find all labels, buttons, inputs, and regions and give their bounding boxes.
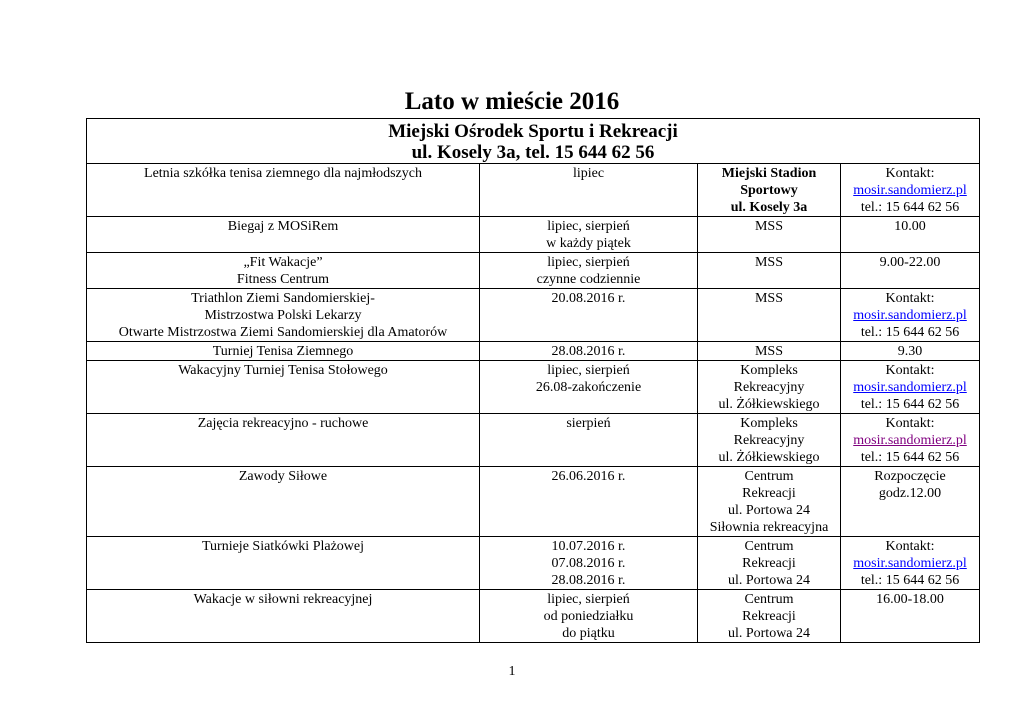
event-text: Triathlon Ziemi Sandomierskiej- (191, 291, 375, 306)
place-text: Sportowy (740, 183, 798, 198)
website-link[interactable]: mosir.sandomierz.pl (853, 556, 967, 571)
place-cell (698, 590, 841, 643)
event-cell (87, 342, 480, 361)
date-cell (480, 467, 698, 537)
organizer-cell (87, 119, 980, 164)
info-cell (841, 289, 980, 342)
event-text: Turnieje Siatkówki Plażowej (201, 539, 365, 554)
event-text: Wakacje w siłowni rekreacyjnej (193, 592, 373, 607)
info-text: Kontakt: (885, 416, 935, 431)
info-text: 16.00-18.00 (876, 592, 944, 607)
date-cell (480, 217, 698, 253)
organizer-name: Miejski Ośrodek Sportu i Rekreacji (388, 121, 678, 142)
organizer-address: ul. Kosely 3a, tel. 15 644 62 56 (411, 142, 655, 163)
place-cell (698, 361, 841, 414)
date-text: 10.07.2016 r. (551, 539, 626, 554)
date-cell (480, 289, 698, 342)
place-cell (698, 537, 841, 590)
website-link[interactable]: mosir.sandomierz.pl (853, 183, 967, 198)
organizer-row (87, 119, 980, 164)
date-text: 07.08.2016 r. (551, 556, 626, 571)
place-text: ul. Żółkiewskiego (718, 397, 820, 412)
place-text: Kompleks (740, 363, 798, 378)
event-cell (87, 289, 480, 342)
date-cell (480, 414, 698, 467)
date-text: do piątku (562, 626, 615, 641)
date-text: 26.06.2016 r. (551, 469, 626, 484)
info-text: Rozpoczęcie (874, 469, 946, 484)
event-text: Turniej Tenisa Ziemnego (212, 344, 354, 359)
website-link[interactable]: mosir.sandomierz.pl (853, 433, 967, 448)
date-text: lipiec (572, 166, 605, 181)
events-table (86, 118, 980, 643)
page-number: 1 (508, 664, 516, 679)
date-cell (480, 164, 698, 217)
table-row (87, 590, 980, 643)
event-cell (87, 537, 480, 590)
info-text: 10.00 (894, 219, 926, 234)
date-text: od poniedziałku (543, 609, 634, 624)
date-cell (480, 590, 698, 643)
place-text: MSS (754, 255, 784, 270)
place-text: Centrum (744, 539, 794, 554)
date-text: sierpień (566, 416, 611, 431)
table-row (87, 217, 980, 253)
info-cell (841, 253, 980, 289)
date-text: lipiec, sierpień (547, 592, 630, 607)
place-text: Rekreacyjny (733, 380, 805, 395)
place-cell (698, 467, 841, 537)
info-text: tel.: 15 644 62 56 (860, 573, 960, 588)
event-cell (87, 253, 480, 289)
place-cell (698, 289, 841, 342)
place-text: Kompleks (740, 416, 798, 431)
info-text: 9.00-22.00 (879, 255, 941, 270)
place-text: MSS (754, 291, 784, 306)
event-cell (87, 414, 480, 467)
date-cell (480, 361, 698, 414)
info-cell (841, 537, 980, 590)
date-cell (480, 537, 698, 590)
event-cell (87, 590, 480, 643)
event-text: Wakacyjny Turniej Tenisa Stołowego (178, 363, 388, 378)
place-text: Miejski Stadion (721, 166, 817, 181)
info-cell (841, 590, 980, 643)
event-cell (87, 467, 480, 537)
event-text: Fitness Centrum (236, 272, 330, 287)
place-text: Rekreacji (742, 486, 796, 501)
date-text: lipiec, sierpień (547, 219, 630, 234)
place-text: ul. Żółkiewskiego (718, 450, 820, 465)
info-text: Kontakt: (885, 166, 935, 181)
place-cell (698, 164, 841, 217)
info-text: tel.: 15 644 62 56 (860, 397, 960, 412)
event-cell (87, 361, 480, 414)
date-text: 28.08.2016 r. (551, 344, 626, 359)
info-cell (841, 342, 980, 361)
date-cell (480, 253, 698, 289)
info-cell (841, 361, 980, 414)
place-text: ul. Kosely 3a (730, 200, 808, 215)
date-text: lipiec, sierpień (547, 255, 630, 270)
place-text: MSS (754, 344, 784, 359)
date-text: w każdy piątek (546, 236, 631, 251)
event-text: Mistrzostwa Polski Lekarzy (204, 308, 362, 323)
date-text: czynne codziennie (536, 272, 641, 287)
event-text: Otwarte Mistrzostwa Ziemi Sandomierskiej dla Amatorów (118, 325, 448, 340)
website-link[interactable]: mosir.sandomierz.pl (853, 308, 967, 323)
event-cell (87, 217, 480, 253)
website-link[interactable]: mosir.sandomierz.pl (853, 380, 967, 395)
event-text: Biegaj z MOSiRem (227, 219, 339, 234)
event-cell (87, 164, 480, 217)
event-text: Letnia szkółka tenisa ziemnego dla najmłodszych (144, 166, 422, 181)
date-text: 28.08.2016 r. (551, 573, 626, 588)
place-text: Centrum (744, 469, 794, 484)
table-row (87, 361, 980, 414)
place-text: ul. Portowa 24 (727, 573, 811, 588)
event-text: Zawody Siłowe (238, 469, 328, 484)
place-text: ul. Portowa 24 (727, 626, 811, 641)
place-text: ul. Portowa 24 (727, 503, 811, 518)
table-row (87, 537, 980, 590)
info-cell (841, 164, 980, 217)
table-row (87, 164, 980, 217)
place-cell (698, 342, 841, 361)
info-text: Kontakt: (885, 291, 935, 306)
date-text: lipiec, sierpień (547, 363, 630, 378)
table-row (87, 467, 980, 537)
info-text: Kontakt: (885, 539, 935, 554)
info-text: tel.: 15 644 62 56 (860, 450, 960, 465)
place-cell (698, 253, 841, 289)
place-cell (698, 414, 841, 467)
date-text: 20.08.2016 r. (551, 291, 626, 306)
info-text: tel.: 15 644 62 56 (860, 200, 960, 215)
page-title: Lato w mieście 2016 (404, 88, 620, 115)
info-text: tel.: 15 644 62 56 (860, 325, 960, 340)
info-text: 9.30 (897, 344, 923, 359)
event-text: „Fit Wakacje” (243, 255, 323, 270)
info-cell (841, 217, 980, 253)
date-cell (480, 342, 698, 361)
place-cell (698, 217, 841, 253)
info-text: Kontakt: (885, 363, 935, 378)
info-cell (841, 467, 980, 537)
place-text: Rekreacyjny (733, 433, 805, 448)
place-text: Siłownia rekreacyjna (709, 520, 829, 535)
place-text: Centrum (744, 592, 794, 607)
table-row (87, 342, 980, 361)
table-row (87, 289, 980, 342)
table-row (87, 414, 980, 467)
place-text: Rekreacji (742, 609, 796, 624)
place-text: Rekreacji (742, 556, 796, 571)
place-text: MSS (754, 219, 784, 234)
table-row (87, 253, 980, 289)
info-cell (841, 414, 980, 467)
info-text: godz.12.00 (878, 486, 942, 501)
event-text: Zajęcia rekreacyjno - ruchowe (197, 416, 369, 431)
date-text: 26.08-zakończenie (535, 380, 642, 395)
